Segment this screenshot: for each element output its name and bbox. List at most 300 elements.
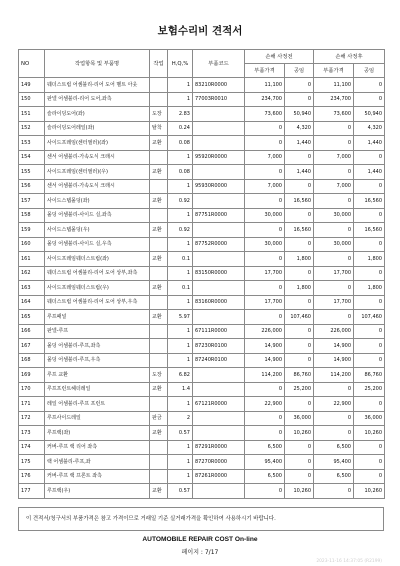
cell-before-part-price: 234,700 xyxy=(245,92,285,107)
cell-before-labor: 25,200 xyxy=(285,382,314,397)
cell-before-part-price: 0 xyxy=(245,426,285,441)
cell-before-part-price: 114,200 xyxy=(245,368,285,383)
cell-before-part-price: 30,000 xyxy=(245,237,285,252)
cell-after-labor: 0 xyxy=(354,397,385,412)
cell-after-part-price: 0 xyxy=(314,411,354,426)
cell-work: 도장 xyxy=(150,107,168,122)
cell-item: 슬라이딩도어(좌) xyxy=(45,107,150,122)
cell-after-labor: 25,200 xyxy=(354,382,385,397)
cell-part-code: 87270R0000 xyxy=(193,455,245,470)
cell-after-labor: 1,800 xyxy=(354,281,385,296)
print-timestamp: 2023-11-16 14:37:05 (R2199) xyxy=(316,559,382,564)
cell-part-code xyxy=(193,121,245,136)
cell-before-part-price: 0 xyxy=(245,281,285,296)
cell-hq: 1 xyxy=(168,397,193,412)
cell-before-labor: 86,760 xyxy=(285,368,314,383)
cell-no: 156 xyxy=(19,179,45,194)
cell-before-labor: 1,800 xyxy=(285,252,314,267)
cell-work xyxy=(150,92,168,107)
cell-after-labor: 0 xyxy=(354,339,385,354)
cell-after-part-price: 22,900 xyxy=(314,397,354,412)
cell-before-part-price: 0 xyxy=(245,121,285,136)
cell-after-labor: 0 xyxy=(354,469,385,484)
cell-item: 센서 어셈블리-가속도식 크래시 xyxy=(45,179,150,194)
cell-hq: 0.24 xyxy=(168,121,193,136)
cell-part-code: 83210R0000 xyxy=(193,78,245,93)
cell-hq: 1 xyxy=(168,237,193,252)
cell-after-labor: 0 xyxy=(354,440,385,455)
cell-after-labor: 16,560 xyxy=(354,223,385,238)
cell-before-part-price: 17,700 xyxy=(245,266,285,281)
cell-hq: 1.4 xyxy=(168,382,193,397)
footer-brand: AUTOMOBILE REPAIR COST On-line xyxy=(142,536,258,543)
table-row xyxy=(19,368,385,383)
cell-part-code xyxy=(193,426,245,441)
cell-before-part-price: 11,100 xyxy=(245,78,285,93)
cell-after-part-price: 0 xyxy=(314,194,354,209)
cell-work xyxy=(150,339,168,354)
cell-item: 사이드프레임(센터필러)(좌) xyxy=(45,136,150,151)
cell-after-labor: 0 xyxy=(354,78,385,93)
cell-after-part-price: 14,900 xyxy=(314,339,354,354)
cell-before-labor: 0 xyxy=(285,179,314,194)
cell-item: 사이드프레임웨더스트립(좌) xyxy=(45,252,150,267)
cell-hq: 0.92 xyxy=(168,194,193,209)
cell-after-labor: 0 xyxy=(354,150,385,165)
cell-hq: 1 xyxy=(168,150,193,165)
cell-after-part-price: 234,700 xyxy=(314,92,354,107)
cell-item: 루프프런트헤더레일 xyxy=(45,382,150,397)
table-row xyxy=(19,92,385,107)
cell-no: 170 xyxy=(19,382,45,397)
table-row xyxy=(19,208,385,223)
table-row xyxy=(19,397,385,412)
cell-before-labor: 1,440 xyxy=(285,136,314,151)
cell-after-labor: 36,000 xyxy=(354,411,385,426)
header-row-top xyxy=(19,50,385,64)
document-title: 보험수리비 견적서 xyxy=(157,25,243,37)
header-before-part-price: 부품가격 xyxy=(245,64,285,78)
cell-no: 164 xyxy=(19,295,45,310)
table-row xyxy=(19,310,385,325)
cell-item: 루프패널 xyxy=(45,310,150,325)
cell-after-part-price: 0 xyxy=(314,252,354,267)
notice-box: 이 견적서/청구서의 부품가격은 참고 가격이므로 거래일 기준 실거래가격을 확인하여 사용하시기 바랍니다. xyxy=(18,507,384,531)
cell-part-code: 87240R0100 xyxy=(193,353,245,368)
cell-work: 교환 xyxy=(150,426,168,441)
cell-part-code: 87230R0100 xyxy=(193,339,245,354)
cell-work: 탈착 xyxy=(150,121,168,136)
cell-before-part-price: 0 xyxy=(245,165,285,180)
cell-after-labor: 0 xyxy=(354,295,385,310)
cell-hq: 1 xyxy=(168,353,193,368)
cell-hq: 0.57 xyxy=(168,426,193,441)
cell-part-code: 67111R0000 xyxy=(193,324,245,339)
cell-part-code: 83150R0000 xyxy=(193,266,245,281)
cell-before-labor: 10,260 xyxy=(285,484,314,499)
cell-item: 루프랙(우) xyxy=(45,484,150,499)
cell-part-code: 77003R0010 xyxy=(193,92,245,107)
header-hq: H,Q,% xyxy=(168,50,193,78)
cell-work xyxy=(150,455,168,470)
cell-before-labor: 0 xyxy=(285,78,314,93)
table-row xyxy=(19,339,385,354)
cell-no: 173 xyxy=(19,426,45,441)
cell-before-labor: 0 xyxy=(285,440,314,455)
cell-item: 몰딩 어셈블리-사이드 실,우측 xyxy=(45,237,150,252)
cell-after-part-price: 73,600 xyxy=(314,107,354,122)
header-item: 작업항목 및 부품명 xyxy=(45,50,150,78)
cell-item: 사이드스텝몰딩(좌) xyxy=(45,194,150,209)
table-row xyxy=(19,353,385,368)
cell-before-part-price: 7,000 xyxy=(245,150,285,165)
cell-before-part-price: 0 xyxy=(245,194,285,209)
cell-part-code xyxy=(193,252,245,267)
cell-item: 판넬 어셈블리-리어 도어,좌측 xyxy=(45,92,150,107)
cell-before-part-price: 6,500 xyxy=(245,469,285,484)
table-row xyxy=(19,426,385,441)
table-row xyxy=(19,455,385,470)
cell-after-labor: 0 xyxy=(354,266,385,281)
cell-work xyxy=(150,469,168,484)
table-row xyxy=(19,484,385,499)
cell-no: 149 xyxy=(19,78,45,93)
cell-after-part-price: 0 xyxy=(314,426,354,441)
cell-before-part-price: 95,400 xyxy=(245,455,285,470)
cell-no: 154 xyxy=(19,150,45,165)
cell-work xyxy=(150,397,168,412)
cell-work xyxy=(150,208,168,223)
cell-hq: 1 xyxy=(168,339,193,354)
cell-after-labor: 10,260 xyxy=(354,426,385,441)
cell-before-labor: 16,560 xyxy=(285,194,314,209)
cell-no: 155 xyxy=(19,165,45,180)
cell-before-labor: 0 xyxy=(285,397,314,412)
cell-before-labor: 0 xyxy=(285,455,314,470)
cell-before-labor: 16,560 xyxy=(285,223,314,238)
cell-before-labor: 1,800 xyxy=(285,281,314,296)
cell-hq: 1 xyxy=(168,208,193,223)
cell-after-labor: 0 xyxy=(354,353,385,368)
cell-before-part-price: 0 xyxy=(245,411,285,426)
cell-after-labor: 0 xyxy=(354,179,385,194)
cell-work xyxy=(150,440,168,455)
cell-after-part-price: 95,400 xyxy=(314,455,354,470)
cell-part-code xyxy=(193,136,245,151)
cell-no: 153 xyxy=(19,136,45,151)
cell-before-part-price: 7,000 xyxy=(245,179,285,194)
cell-before-labor: 0 xyxy=(285,469,314,484)
cell-before-part-price: 14,900 xyxy=(245,339,285,354)
cell-after-part-price: 0 xyxy=(314,121,354,136)
cell-before-labor: 1,440 xyxy=(285,165,314,180)
cell-no: 171 xyxy=(19,397,45,412)
header-after-adjustment: 손해 사정후 xyxy=(314,50,385,64)
cell-item: 루프랙(좌) xyxy=(45,426,150,441)
cell-hq: 0.1 xyxy=(168,281,193,296)
cell-no: 151 xyxy=(19,107,45,122)
cell-before-labor: 0 xyxy=(285,237,314,252)
cell-hq: 0.1 xyxy=(168,252,193,267)
cell-part-code xyxy=(193,165,245,180)
cell-work xyxy=(150,237,168,252)
cell-after-labor: 16,560 xyxy=(354,194,385,209)
cell-after-part-price: 0 xyxy=(314,281,354,296)
table-row xyxy=(19,324,385,339)
cell-item: 몰딩 어셈블리-루프,우측 xyxy=(45,353,150,368)
table-row xyxy=(19,107,385,122)
cell-part-code xyxy=(193,411,245,426)
cell-before-labor: 4,320 xyxy=(285,121,314,136)
table-row xyxy=(19,382,385,397)
cell-work: 교환 xyxy=(150,281,168,296)
cell-hq: 1 xyxy=(168,295,193,310)
cell-before-labor: 0 xyxy=(285,339,314,354)
cell-before-labor: 10,260 xyxy=(285,426,314,441)
cell-after-part-price: 14,900 xyxy=(314,353,354,368)
cell-item: 루프사이드레일 xyxy=(45,411,150,426)
cell-after-part-price: 30,000 xyxy=(314,237,354,252)
table-row xyxy=(19,411,385,426)
estimate-table xyxy=(18,49,385,499)
cell-work xyxy=(150,353,168,368)
table-row xyxy=(19,121,385,136)
cell-item: 몰딩 어셈블리-사이드 실,좌측 xyxy=(45,208,150,223)
cell-hq: 2.83 xyxy=(168,107,193,122)
cell-work: 도장 xyxy=(150,368,168,383)
cell-before-part-price: 0 xyxy=(245,484,285,499)
cell-hq: 1 xyxy=(168,92,193,107)
cell-hq: 0.08 xyxy=(168,165,193,180)
cell-work: 교환 xyxy=(150,194,168,209)
cell-part-code: 95920R0000 xyxy=(193,150,245,165)
cell-before-part-price: 22,900 xyxy=(245,397,285,412)
cell-hq: 0.08 xyxy=(168,136,193,151)
cell-no: 166 xyxy=(19,324,45,339)
cell-before-labor: 0 xyxy=(285,324,314,339)
cell-hq: 0.57 xyxy=(168,484,193,499)
table-row xyxy=(19,150,385,165)
cell-work xyxy=(150,78,168,93)
cell-part-code xyxy=(193,310,245,325)
cell-part-code xyxy=(193,194,245,209)
table-row xyxy=(19,237,385,252)
cell-part-code: 87751R0000 xyxy=(193,208,245,223)
cell-before-labor: 0 xyxy=(285,353,314,368)
cell-work: 교환 xyxy=(150,382,168,397)
cell-work xyxy=(150,266,168,281)
cell-before-part-price: 0 xyxy=(245,223,285,238)
cell-part-code: 83160R0000 xyxy=(193,295,245,310)
header-before-labor: 공임 xyxy=(285,64,314,78)
cell-item: 루프 교환 xyxy=(45,368,150,383)
cell-hq: 6.82 xyxy=(168,368,193,383)
cell-work xyxy=(150,150,168,165)
cell-after-labor: 1,440 xyxy=(354,136,385,151)
cell-before-part-price: 0 xyxy=(245,310,285,325)
cell-before-part-price: 0 xyxy=(245,382,285,397)
cell-no: 172 xyxy=(19,411,45,426)
cell-after-part-price: 7,000 xyxy=(314,179,354,194)
table-row xyxy=(19,469,385,484)
cell-after-part-price: 7,000 xyxy=(314,150,354,165)
cell-item: 웨더스트립 어셈블리-리어 도어 상부,좌측 xyxy=(45,266,150,281)
cell-before-part-price: 0 xyxy=(245,136,285,151)
table-row xyxy=(19,252,385,267)
cell-hq: 1 xyxy=(168,266,193,281)
cell-before-part-price: 14,900 xyxy=(245,353,285,368)
cell-no: 162 xyxy=(19,266,45,281)
cell-no: 150 xyxy=(19,92,45,107)
header-after-part-price: 부품가격 xyxy=(314,64,354,78)
cell-before-part-price: 30,000 xyxy=(245,208,285,223)
cell-after-labor: 0 xyxy=(354,324,385,339)
cell-hq: 1 xyxy=(168,455,193,470)
cell-after-part-price: 0 xyxy=(314,165,354,180)
cell-after-part-price: 17,700 xyxy=(314,295,354,310)
cell-part-code xyxy=(193,281,245,296)
cell-item: 커버-루프 랙 리어 좌측 xyxy=(45,440,150,455)
table-body xyxy=(19,78,385,499)
table-row xyxy=(19,223,385,238)
cell-after-labor: 0 xyxy=(354,208,385,223)
cell-after-labor: 1,800 xyxy=(354,252,385,267)
cell-hq: 1 xyxy=(168,324,193,339)
table-row xyxy=(19,78,385,93)
cell-before-labor: 107,460 xyxy=(285,310,314,325)
cell-item: 판넬-루프 xyxy=(45,324,150,339)
table-row xyxy=(19,266,385,281)
cell-after-labor: 50,940 xyxy=(354,107,385,122)
cell-after-part-price: 0 xyxy=(314,136,354,151)
table-row xyxy=(19,440,385,455)
table-row xyxy=(19,136,385,151)
cell-work xyxy=(150,324,168,339)
cell-item: 몰딩 어셈블리-루프,좌측 xyxy=(45,339,150,354)
cell-part-code: 87291R0000 xyxy=(193,440,245,455)
cell-before-labor: 0 xyxy=(285,150,314,165)
cell-item: 랙 어셈블리-루프,좌 xyxy=(45,455,150,470)
cell-work: 교환 xyxy=(150,252,168,267)
cell-part-code: 87261R0000 xyxy=(193,469,245,484)
cell-item: 센서 어셈블리-가속도식 크래시 xyxy=(45,150,150,165)
cell-part-code: 87752R0000 xyxy=(193,237,245,252)
cell-part-code xyxy=(193,484,245,499)
cell-after-labor: 0 xyxy=(354,237,385,252)
cell-after-part-price: 0 xyxy=(314,310,354,325)
cell-item: 사이드프레임(센터필러)(우) xyxy=(45,165,150,180)
header-work: 작업 xyxy=(150,50,168,78)
cell-before-labor: 50,940 xyxy=(285,107,314,122)
cell-hq: 1 xyxy=(168,440,193,455)
cell-no: 160 xyxy=(19,237,45,252)
cell-no: 176 xyxy=(19,469,45,484)
cell-no: 167 xyxy=(19,339,45,354)
cell-after-part-price: 6,500 xyxy=(314,440,354,455)
table-row xyxy=(19,295,385,310)
cell-item: 레일 어셈블리-루프 프런트 xyxy=(45,397,150,412)
cell-before-part-price: 73,600 xyxy=(245,107,285,122)
cell-no: 169 xyxy=(19,368,45,383)
cell-part-code xyxy=(193,107,245,122)
cell-hq: 1 xyxy=(168,469,193,484)
cell-after-labor: 4,320 xyxy=(354,121,385,136)
cell-hq: 5.97 xyxy=(168,310,193,325)
cell-after-part-price: 11,100 xyxy=(314,78,354,93)
cell-work: 교환 xyxy=(150,165,168,180)
cell-before-part-price: 17,700 xyxy=(245,295,285,310)
cell-before-part-price: 226,000 xyxy=(245,324,285,339)
cell-after-labor: 107,460 xyxy=(354,310,385,325)
cell-before-part-price: 0 xyxy=(245,252,285,267)
cell-hq: 1 xyxy=(168,78,193,93)
cell-before-labor: 0 xyxy=(285,208,314,223)
cell-hq: 2 xyxy=(168,411,193,426)
table-row xyxy=(19,179,385,194)
cell-no: 158 xyxy=(19,208,45,223)
table-row xyxy=(19,165,385,180)
table-row xyxy=(19,281,385,296)
cell-item: 슬라이딩도어레일(좌) xyxy=(45,121,150,136)
cell-after-part-price: 6,500 xyxy=(314,469,354,484)
cell-work: 교환 xyxy=(150,223,168,238)
cell-before-labor: 0 xyxy=(285,266,314,281)
cell-no: 159 xyxy=(19,223,45,238)
cell-no: 152 xyxy=(19,121,45,136)
cell-no: 174 xyxy=(19,440,45,455)
cell-work xyxy=(150,179,168,194)
cell-after-labor: 86,760 xyxy=(354,368,385,383)
page-number: 페이지 : 7/17 xyxy=(181,549,219,556)
table-header xyxy=(19,50,385,78)
cell-work: 교환 xyxy=(150,136,168,151)
header-no: NO xyxy=(19,50,45,78)
cell-before-labor: 0 xyxy=(285,295,314,310)
cell-part-code: 95930R0000 xyxy=(193,179,245,194)
cell-after-part-price: 0 xyxy=(314,382,354,397)
cell-before-part-price: 6,500 xyxy=(245,440,285,455)
cell-hq: 0.92 xyxy=(168,223,193,238)
cell-no: 168 xyxy=(19,353,45,368)
cell-item: 사이드프레임웨더스트립(우) xyxy=(45,281,150,296)
cell-no: 157 xyxy=(19,194,45,209)
cell-no: 175 xyxy=(19,455,45,470)
cell-after-labor: 0 xyxy=(354,455,385,470)
cell-after-part-price: 226,000 xyxy=(314,324,354,339)
cell-work xyxy=(150,295,168,310)
cell-no: 177 xyxy=(19,484,45,499)
cell-after-labor: 1,440 xyxy=(354,165,385,180)
cell-after-labor: 10,260 xyxy=(354,484,385,499)
cell-before-labor: 0 xyxy=(285,92,314,107)
cell-before-labor: 36,000 xyxy=(285,411,314,426)
cell-item: 웨더스트립 어셈블리-리어 도어 상부,우측 xyxy=(45,295,150,310)
cell-item: 커버-루프 랙 프론트 좌측 xyxy=(45,469,150,484)
cell-item: 웨더스트립 어셈블리-리어 도어 벨트 아웃 xyxy=(45,78,150,93)
cell-after-labor: 0 xyxy=(354,92,385,107)
cell-part-code xyxy=(193,382,245,397)
cell-work: 교환 xyxy=(150,310,168,325)
cell-hq: 1 xyxy=(168,179,193,194)
cell-after-part-price: 30,000 xyxy=(314,208,354,223)
cell-no: 163 xyxy=(19,281,45,296)
cell-item: 사이드스텝몰딩(우) xyxy=(45,223,150,238)
cell-after-part-price: 17,700 xyxy=(314,266,354,281)
cell-after-part-price: 0 xyxy=(314,484,354,499)
cell-part-code xyxy=(193,223,245,238)
cell-part-code: 67121R0000 xyxy=(193,397,245,412)
cell-work: 판금 xyxy=(150,411,168,426)
